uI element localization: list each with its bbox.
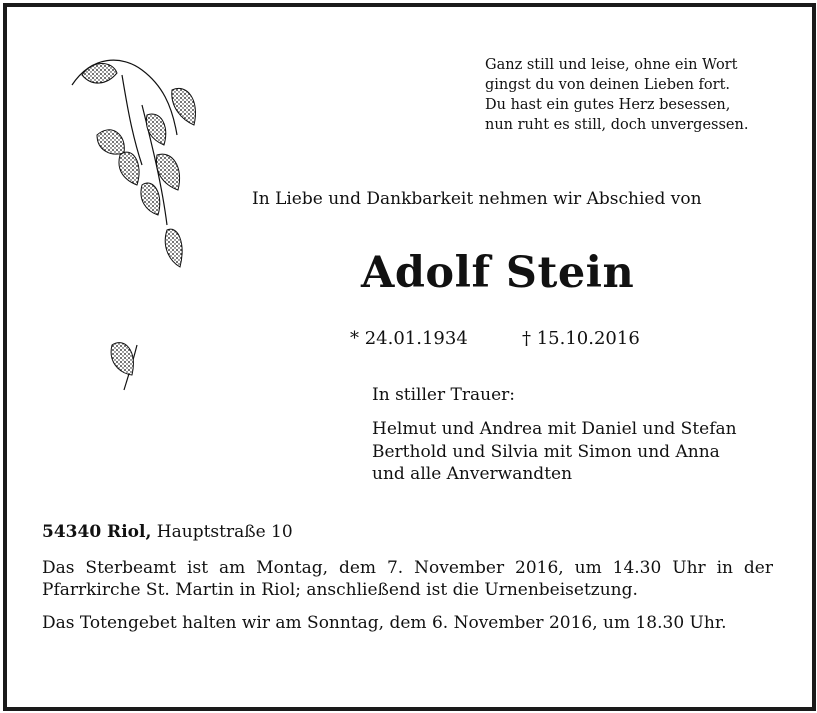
poem-line: nun ruht es still, doch unvergessen. [485, 117, 749, 133]
mourners-list [372, 418, 737, 486]
deceased-name: Adolf Stein [361, 248, 635, 298]
poem-line: gingst du von deinen Lieben fort. [485, 77, 731, 93]
address-place: 54340 Riol, [42, 522, 152, 542]
birch-leaves-icon [52, 45, 212, 405]
mourners-heading: In stiller Trauer: [372, 385, 515, 405]
death-date: † 15.10.2016 [522, 328, 640, 349]
birth-date: * 24.01.1934 [350, 328, 468, 349]
mourner-line: Berthold und Silvia mit Simon und Anna [372, 441, 720, 462]
mourner-line: und alle Anverwandten [372, 464, 573, 484]
poem-line: Ganz still und leise, ohne ein Wort [485, 57, 738, 73]
memorial-poem [485, 55, 748, 135]
farewell-intro: In Liebe und Dankbarkeit nehmen wir Abschied von [252, 189, 702, 209]
address [42, 522, 293, 542]
poem-line: Du hast ein gutes Herz besessen, [485, 97, 731, 113]
funeral-mass-paragraph: Das Sterbeamt ist am Montag, dem 7. November 2016, um 14.30 Uhr in der Pfarrkirche St. Martin in Riol; anschließend ist die Urnenbeisetzung. [42, 558, 773, 600]
address-street: Hauptstraße 10 [156, 522, 293, 542]
mourner-line: Helmut und Andrea mit Daniel und Stefan [372, 419, 737, 439]
prayer-paragraph: Das Totengebet halten wir am Sonntag, dem 6. November 2016, um 18.30 Uhr. [42, 613, 727, 633]
